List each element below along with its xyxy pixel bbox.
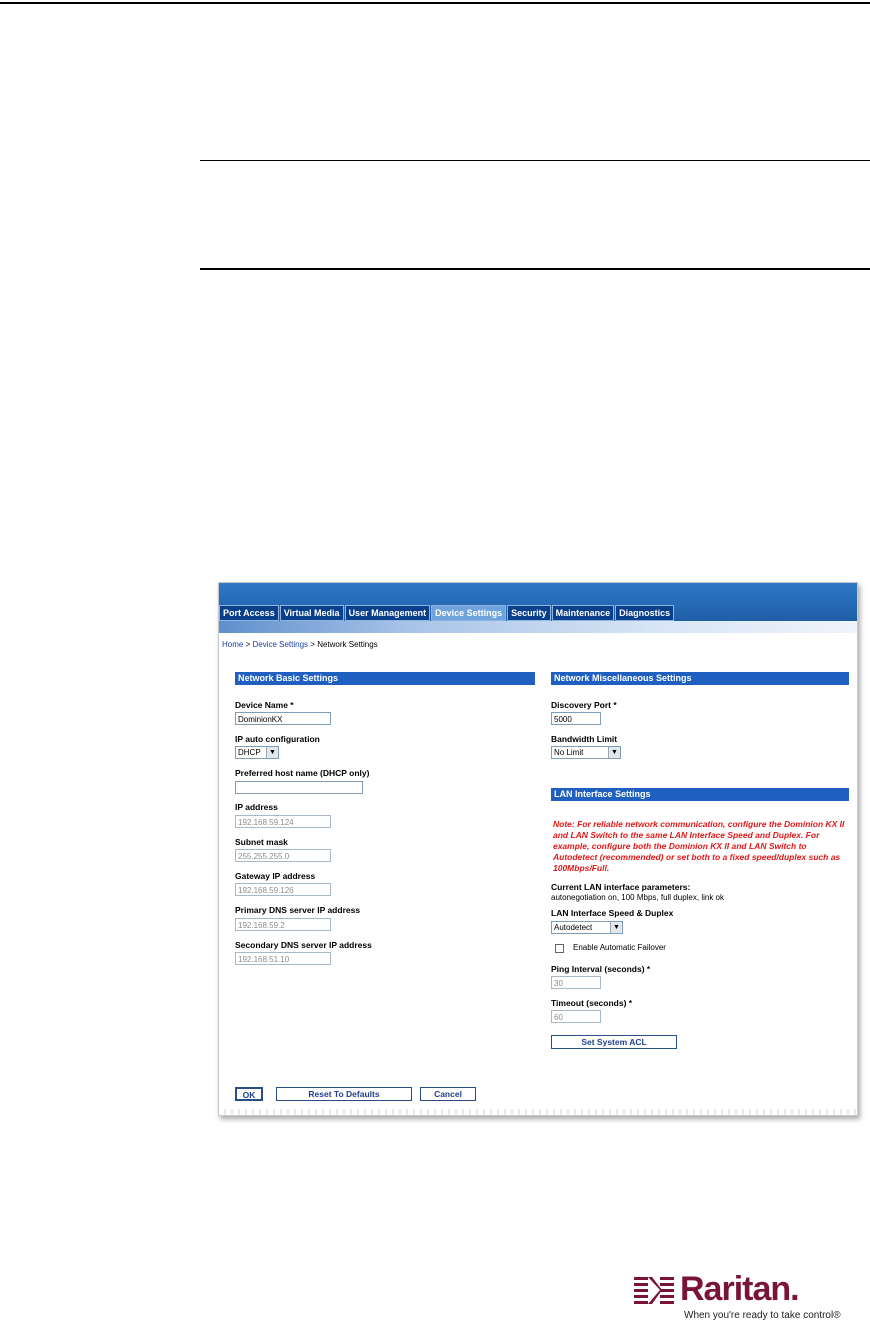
subnet-label: Subnet mask	[235, 837, 288, 847]
timeout-field[interactable]: 60	[551, 1010, 601, 1023]
tab-virtual-media[interactable]: Virtual Media	[280, 605, 344, 621]
tab-port-access[interactable]: Port Access	[219, 605, 279, 621]
lan-speed-select[interactable]	[551, 921, 623, 934]
discovery-port-field[interactable]: 5000	[551, 712, 601, 725]
ip-address-field[interactable]: 192.168.59.124	[235, 815, 331, 828]
preferred-host-field[interactable]	[235, 781, 363, 794]
ok-button[interactable]: OK	[235, 1087, 263, 1101]
ping-interval-field[interactable]: 30	[551, 976, 601, 989]
chevron-down-icon: ▼	[266, 747, 278, 758]
primary-dns-field[interactable]: 192.168.59.2	[235, 918, 331, 931]
breadcrumb-device-settings[interactable]: Device Settings	[252, 640, 309, 649]
bandwidth-label: Bandwidth Limit	[551, 734, 618, 744]
lan-speed-value: Autodetect	[554, 923, 593, 932]
reset-defaults-button[interactable]: Reset To Defaults	[276, 1087, 412, 1101]
ip-auto-select[interactable]	[235, 746, 279, 759]
tab-diagnostics[interactable]: Diagnostics	[615, 605, 674, 621]
breadcrumb-current: Network Settings	[317, 640, 378, 649]
failover-label: Enable Automatic Failover	[573, 943, 666, 952]
timeout-label: Timeout (seconds) *	[551, 998, 633, 1008]
failover-checkbox[interactable]	[555, 944, 564, 953]
raritan-mark-icon	[632, 1274, 678, 1308]
lan-settings-header: LAN Interface Settings	[551, 788, 849, 801]
subnet-field[interactable]: 255.255.255.0	[235, 849, 331, 862]
main-tabs	[219, 605, 675, 621]
tab-security[interactable]: Security	[507, 605, 551, 621]
secondary-dns-field[interactable]: 192.168.51.10	[235, 952, 331, 965]
raritan-logo	[632, 1270, 860, 1320]
breadcrumb-home[interactable]: Home	[222, 640, 244, 649]
note-rule-bottom	[200, 268, 870, 270]
secondary-dns-label: Secondary DNS server IP address	[235, 940, 372, 950]
tab-maintenance[interactable]: Maintenance	[552, 605, 615, 621]
ip-auto-label: IP auto configuration	[235, 734, 320, 744]
misc-settings-header: Network Miscellaneous Settings	[551, 672, 849, 685]
torn-edge	[219, 1109, 857, 1115]
bandwidth-select[interactable]	[551, 746, 621, 759]
set-system-acl-button[interactable]: Set System ACL	[551, 1035, 677, 1049]
chevron-down-icon: ▼	[608, 747, 620, 758]
breadcrumb	[222, 640, 378, 649]
breadcrumb-separator: >	[308, 640, 318, 649]
basic-settings-header: Network Basic Settings	[235, 672, 535, 685]
preferred-host-label: Preferred host name (DHCP only)	[235, 768, 370, 778]
current-lan-value: autonegotiation on, 100 Mbps, full duplex, link ok	[551, 893, 725, 902]
tab-device-settings[interactable]: Device Settings	[431, 605, 506, 621]
gateway-label: Gateway IP address	[235, 871, 316, 881]
lan-note: Note: For reliable network communication, configure the Dominion KX II and LAN Switch to the same LAN Interface Speed and Duplex. For example, configure both the Dominion KX II and LAN Switch to Autodetect (recommended) or set both to a fixed speed/duplex such as 100Mbps/Full.	[553, 819, 845, 873]
logo-tagline: When you're ready to take control®	[684, 1310, 841, 1321]
cancel-button[interactable]: Cancel	[420, 1087, 476, 1101]
ping-interval-label: Ping Interval (seconds) *	[551, 964, 651, 974]
device-name-label: Device Name *	[235, 700, 294, 710]
breadcrumb-separator: >	[243, 640, 253, 649]
note-rule-top	[200, 160, 870, 161]
top-rule	[0, 2, 870, 4]
logo-wordmark: Raritan.	[680, 1270, 799, 1308]
bandwidth-value: No Limit	[554, 748, 584, 757]
primary-dns-label: Primary DNS server IP address	[235, 905, 361, 915]
gateway-field[interactable]: 192.168.59.126	[235, 883, 331, 896]
chevron-down-icon: ▼	[610, 922, 622, 933]
tab-user-management[interactable]: User Management	[345, 605, 431, 621]
ip-address-label: IP address	[235, 802, 278, 812]
lan-speed-label: LAN Interface Speed & Duplex	[551, 908, 674, 918]
discovery-port-label: Discovery Port *	[551, 700, 617, 710]
banner-wave	[219, 621, 857, 633]
ip-auto-value: DHCP	[238, 748, 261, 757]
network-settings-screenshot	[218, 582, 858, 1116]
device-name-field[interactable]: DominionKX	[235, 712, 331, 725]
current-lan-label: Current LAN interface parameters:	[551, 882, 691, 892]
